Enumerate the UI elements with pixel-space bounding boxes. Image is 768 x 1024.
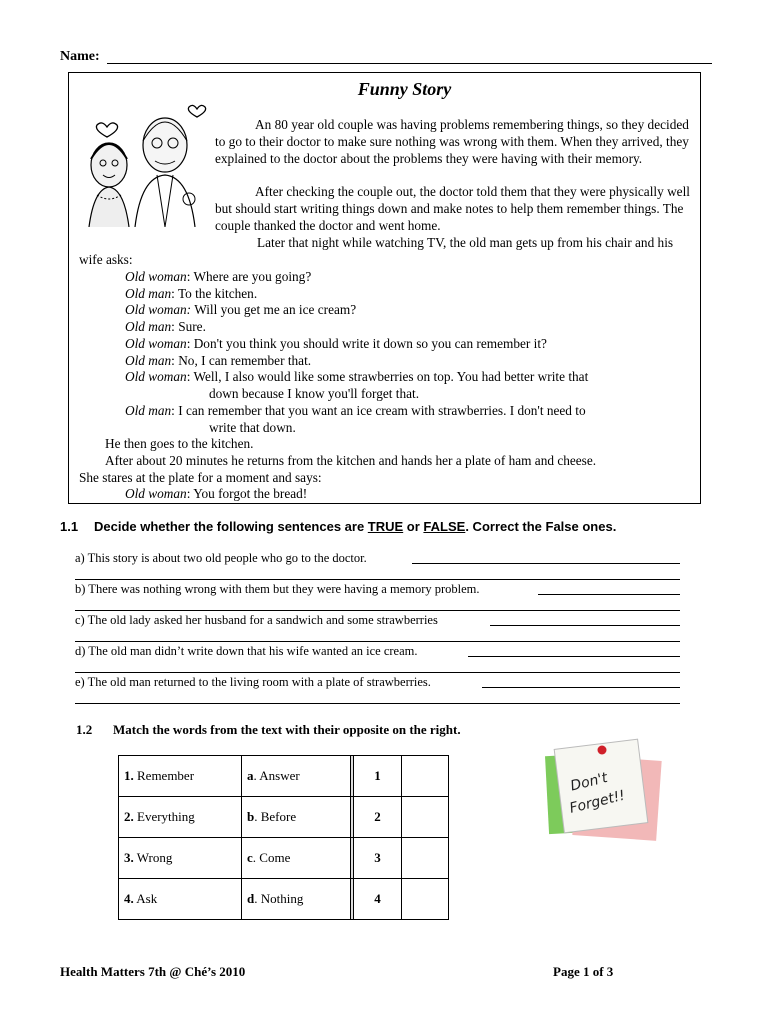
right-word <box>242 797 351 838</box>
dialogue-text: : You forgot the bread! <box>186 486 308 501</box>
dialogue-text: : I can remember that you want an ice cream with strawberries. I don't need to <box>171 403 586 418</box>
story-paragraph-1: An 80 year old couple was having problems remembering things, so they decided to go to their doctor to make sure nothing was wrong with them. When they arrived, they explained to the doctor about the problems they were having with their memory. <box>215 117 689 166</box>
answer-number: 2 <box>354 797 402 838</box>
question-item <box>75 582 680 597</box>
right-letter: d <box>247 891 255 906</box>
dialogue-line <box>125 403 685 437</box>
or-word: or <box>403 519 424 534</box>
story-paragraph-2: After checking the couple out, the doctor told them that they were physically well but should start writing things down and make notes to help them remember things. The couple thanked the doctor and went home. <box>215 184 690 233</box>
note-text-dont: Don't <box>568 769 610 795</box>
left-word <box>119 879 242 920</box>
question-text-end: . Correct the False ones. <box>465 519 617 534</box>
dialogue-text: : No, I can remember that. <box>171 353 312 368</box>
right-text: . Come <box>252 850 291 865</box>
right-letter: c <box>247 850 253 865</box>
left-word <box>119 756 242 797</box>
speaker: Old man <box>125 286 172 301</box>
true-word: TRUE <box>367 519 404 534</box>
speaker: Old woman <box>125 369 187 384</box>
answer-cell[interactable] <box>402 838 449 879</box>
left-word <box>119 797 242 838</box>
question-item-text: e) The old man returned to the living room with a plate of strawberries. <box>75 675 431 689</box>
dialogue-text: : Well, I also would like some strawberries on top. You had better write that <box>186 369 589 384</box>
left-number: 2. <box>124 809 134 824</box>
answer-line[interactable] <box>75 672 680 673</box>
page-number: Page 1 of 3 <box>553 964 614 979</box>
dialogue-line <box>125 302 685 319</box>
story-line-goes: He then goes to the kitchen. <box>105 436 254 451</box>
false-word: FALSE <box>423 519 466 534</box>
question-item <box>75 613 680 628</box>
dialogue-text: : Where are you going? <box>186 269 312 284</box>
speaker: Old man <box>125 353 172 368</box>
story-box <box>68 72 701 504</box>
answer-field[interactable] <box>468 656 680 657</box>
story-paragraph-3: Later that night while watching TV, the old man gets up from his chair and his wife asks: <box>79 235 674 267</box>
question-item <box>75 551 680 566</box>
left-number: 3. <box>124 850 134 865</box>
speaker: Old man <box>125 403 172 418</box>
dialogue-text: : Sure. <box>171 319 206 334</box>
story-line-after: After about 20 minutes he returns from the kitchen and hands her a plate of ham and cheese. <box>105 453 597 468</box>
answer-line[interactable] <box>75 610 680 611</box>
story-line-stares: She stares at the plate for a moment and says: <box>79 470 322 485</box>
left-text: Everything <box>133 809 195 824</box>
answer-field[interactable] <box>538 594 680 595</box>
speaker: Old woman <box>125 486 187 501</box>
right-word <box>242 838 351 879</box>
answer-field[interactable] <box>490 625 680 626</box>
matching-table <box>118 755 449 920</box>
name-label: Name: <box>60 49 100 64</box>
question-number: 1.1 <box>60 519 79 534</box>
answer-line[interactable] <box>75 703 680 704</box>
dialogue-line <box>125 353 685 370</box>
speaker: Old man <box>125 319 172 334</box>
left-text: Ask <box>133 891 158 906</box>
speaker: Old woman <box>125 336 187 351</box>
dialogue-text: Will you get me an ice cream? <box>191 302 357 317</box>
answer-field[interactable] <box>482 687 680 688</box>
name-line <box>107 63 712 64</box>
answer-cell[interactable] <box>402 797 449 838</box>
dialogue-line <box>125 336 685 353</box>
question-number: 1.2 <box>76 722 93 737</box>
right-letter: b <box>247 809 255 824</box>
dialogue-text: : To the kitchen. <box>171 286 258 301</box>
note-text-forget: Forget!! <box>567 787 627 817</box>
left-number: 4. <box>124 891 134 906</box>
right-word <box>242 879 351 920</box>
dialogue-line <box>125 286 685 303</box>
question-text: Match the words from the text with their opposite on the right. <box>113 722 461 737</box>
table-row <box>119 838 449 879</box>
table-row <box>119 797 449 838</box>
answer-number: 1 <box>354 756 402 797</box>
answer-line[interactable] <box>75 579 680 580</box>
dialogue-line <box>125 369 685 403</box>
right-text: . Before <box>254 809 297 824</box>
dialogue-continuation: write that down. <box>209 419 296 435</box>
answer-field[interactable] <box>412 563 680 564</box>
sticky-note-image <box>543 738 668 853</box>
question-item <box>75 644 680 659</box>
answer-cell[interactable] <box>402 879 449 920</box>
question-text: Decide whether the following sentences are <box>94 519 368 534</box>
old-couple-illustration <box>77 101 207 227</box>
speaker: Old woman: <box>125 302 192 317</box>
right-text: . Nothing <box>254 891 304 906</box>
answer-line[interactable] <box>75 641 680 642</box>
answer-cell[interactable] <box>402 756 449 797</box>
question-item-text: d) The old man didn’t write down that his wife wanted an ice cream. <box>75 644 418 658</box>
right-text: . Answer <box>253 768 300 783</box>
answer-number: 4 <box>354 879 402 920</box>
name-field[interactable] <box>60 49 712 67</box>
question-item-text: b) There was nothing wrong with them but they were having a memory problem. <box>75 582 480 596</box>
final-line <box>125 486 685 503</box>
dialogue-continuation: down because I know you'll forget that. <box>209 385 420 401</box>
question-2-heading <box>76 722 461 738</box>
dialogue-text: : Don't you think you should write it down so you can remember it? <box>186 336 547 351</box>
answer-number: 3 <box>354 838 402 879</box>
left-word <box>119 838 242 879</box>
question-item-text: a) This story is about two old people who go to the doctor. <box>75 551 367 565</box>
right-letter: a <box>247 768 254 783</box>
table-row <box>119 879 449 920</box>
left-text: Wrong <box>133 850 173 865</box>
left-number: 1. <box>124 768 134 783</box>
story-title: Funny Story <box>357 79 452 99</box>
dialogue-line <box>125 319 685 336</box>
speaker: Old woman <box>125 269 187 284</box>
question-item-text: c) The old lady asked her husband for a sandwich and some strawberries <box>75 613 438 627</box>
left-text: Remember <box>133 768 195 783</box>
question-1-heading <box>60 519 616 534</box>
question-item <box>75 675 680 690</box>
right-word <box>242 756 351 797</box>
footer-left: Health Matters 7th @ Ché’s 2010 <box>60 964 246 979</box>
table-row <box>119 756 449 797</box>
dialogue-line <box>125 269 685 286</box>
